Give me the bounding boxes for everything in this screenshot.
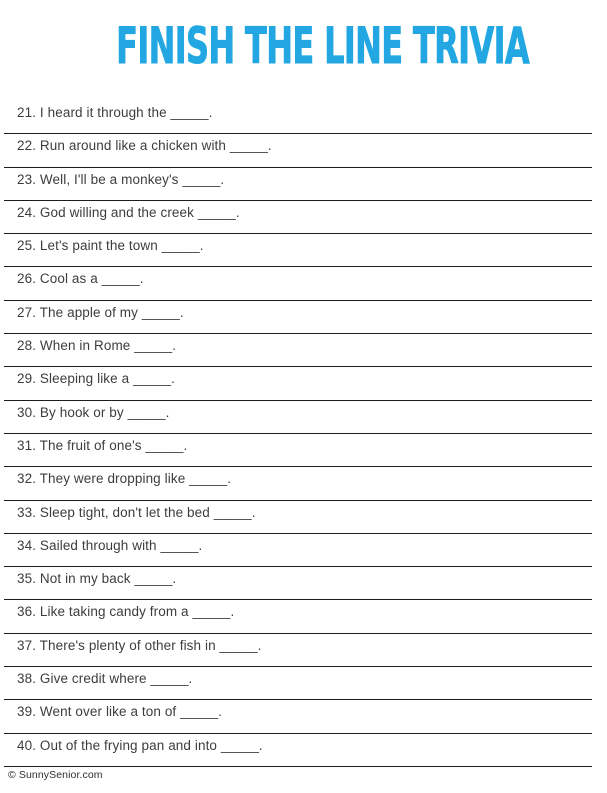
question-text: 36. Like taking candy from a _____. (17, 604, 235, 620)
question-text: 40. Out of the frying pan and into _____. (17, 737, 263, 753)
question-list (4, 101, 592, 767)
question-row (4, 301, 592, 334)
question-text: 26. Cool as a _____. (17, 271, 144, 287)
question-text: 32. They were dropping like _____. (17, 471, 232, 487)
page-title (0, 17, 607, 75)
question-text: 29. Sleeping like a _____. (17, 371, 175, 387)
question-row (4, 467, 592, 500)
question-row (4, 567, 592, 600)
question-text: 22. Run around like a chicken with _____. (17, 138, 272, 154)
page-title-text: FINISH THE LINE TRIVIA (116, 17, 529, 75)
question-text: 35. Not in my back _____. (17, 571, 177, 587)
question-row (4, 168, 592, 201)
footer-credit (8, 769, 103, 781)
question-row (4, 734, 592, 767)
question-text: 21. I heard it through the _____. (17, 105, 213, 120)
question-row (4, 101, 592, 134)
question-row (4, 634, 592, 667)
question-text: 30. By hook or by _____. (17, 404, 170, 420)
question-row (4, 201, 592, 234)
question-text: 27. The apple of my _____. (17, 304, 184, 320)
question-row (4, 700, 592, 733)
question-row (4, 334, 592, 367)
question-text: 31. The fruit of one's _____. (17, 437, 188, 453)
question-text: 37. There's plenty of other fish in _____. (17, 637, 262, 653)
question-row (4, 434, 592, 467)
copyright-text: © SunnySenior.com (8, 769, 103, 781)
question-text: 28. When in Rome _____. (17, 338, 177, 354)
question-text: 34. Sailed through with _____. (17, 537, 203, 553)
question-row (4, 534, 592, 567)
question-row (4, 367, 592, 400)
question-text: 39. Went over like a ton of _____. (17, 704, 223, 720)
question-text: 24. God willing and the creek _____. (17, 204, 240, 220)
question-text: 25. Let's paint the town _____. (17, 238, 204, 254)
question-text: 38. Give credit where _____. (17, 671, 193, 687)
question-row (4, 667, 592, 700)
question-row (4, 401, 592, 434)
question-row (4, 600, 592, 633)
question-row (4, 134, 592, 167)
question-text: 23. Well, I'll be a monkey's _____. (17, 171, 225, 187)
question-text: 33. Sleep tight, don't let the bed _____. (17, 504, 256, 520)
question-row (4, 267, 592, 300)
question-row (4, 234, 592, 267)
question-row (4, 501, 592, 534)
